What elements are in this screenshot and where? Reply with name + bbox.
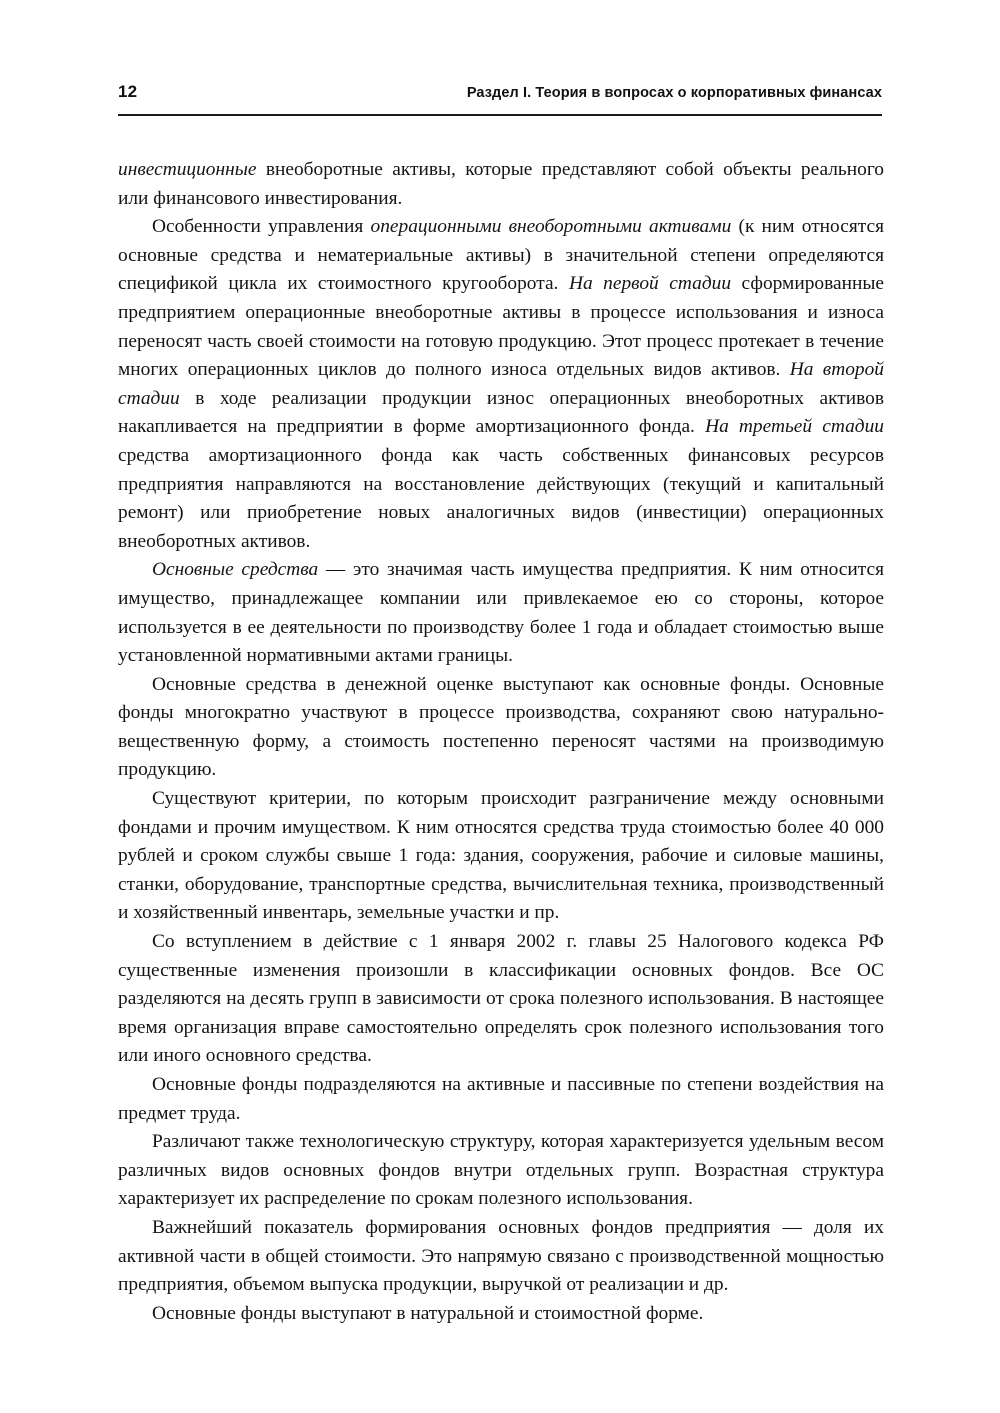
text-run: Существуют критерии, по которым происходит разграничение между основными фондами и прочим имуществом. К ним относятся средства труда стоимостью более 40 000 рублей и сроком службы свыше 1 года: здания, сооружения, рабочие и силовые машины, станки, оборудование, транспортные средства, вычислительная техника, производственный и хозяйственный инвентарь, земельные участки и пр. [118,788,884,924]
page-number: 12 [118,82,138,101]
emphasis-run: На второй стадии [118,359,884,409]
header-divider [118,114,882,116]
running-title: Раздел I. Теория в вопросах о корпоративных финансах [466,85,882,101]
emphasis-run: На третьей стадии [705,416,884,438]
paragraph [118,556,884,670]
text-run: внеоборотные активы, которые представляют собой объекты реального или финансового инвестирования. [118,159,884,209]
body-text [118,156,884,1328]
text-run: Важнейший показатель формирования основных фондов предприятия — доля их активной части в общей стоимости. Это напрямую связано с производственной мощностью предприятия, объемом выпуска продукции, выручкой от реализации и др. [118,1216,884,1296]
paragraph [118,1128,884,1214]
text-run: (к ним относятся основные средства и нематериальные активы) в значительной степени определяются спецификой цикла их стоимостного кругооборота. [118,216,884,295]
paragraph [118,156,884,213]
paragraph [118,1071,884,1128]
text-run: сформированные предприятием операционные внеоборотные активы в процессе использования и износа переносят часть своей стоимости на готовую продукцию. Этот процесс протекает в течение многих операционных циклов до полного износа отдельных видов активов. [118,273,884,381]
emphasis-run: операционными внеоборотными активами [370,216,732,238]
text-run: в ходе реализации продукции износ операционных внеоборотных активов накапливается на предприятии в форме амортизационного фонда. [118,387,884,438]
text-run: Основные фонды выступают в натуральной и стоимостной форме. [152,1302,704,1324]
page-header [118,82,882,102]
paragraph [118,213,884,556]
paragraph [118,928,884,1071]
paragraph [118,785,884,928]
text-run: — это значимая часть имущества предприятия. К ним относится имущество, принадлежащее компании или привлекаемое ею со стороны, которое используется в ее деятельности по производству более 1 года и обладает стоимостью выше установленной нормативными актами границы. [118,559,884,667]
emphasis-run: Основные средства [152,559,319,581]
text-run: Основные фонды подразделяются на активные и пассивные по степени воздействия на предмет труда. [118,1074,884,1124]
paragraph [118,1214,884,1300]
paragraph [118,1300,884,1329]
text-run: Особенности управления [152,216,371,238]
text-run: средства амортизационного фонда как часть собственных финансовых ресурсов предприятия направляются на восстановление действующих (текущий и капитальный ремонт) или приобретение новых аналогичных видов (инвестиции) операционных внеоборотных активов. [118,444,884,552]
emphasis-run: На первой стадии [568,273,732,295]
text-run: Со вступлением в действие с 1 января 2002 г. главы 25 Налогового кодекса РФ существенные изменения произошли в классификации основных фондов. Все ОС разделяются на десять групп в зависимости от срока полезного использования. В настоящее время организация вправе самостоятельно определять срок полезного использования того или иного основного средства. [118,931,884,1067]
emphasis-run: инвестиционные [118,159,257,180]
text-run: Различают также технологическую структуру, которая характеризуется удельным весом различных видов основных фондов внутри отдельных групп. Возрастная структура характеризует их распределение по срокам полезного использования. [118,1131,884,1210]
paragraph [118,671,884,785]
text-run: Основные средства в денежной оценке выступают как основные фонды. Основные фонды многократно участвуют в процессе производства, сохраняют свою натурально-вещественную форму, а стоимость постепенно переносят частями на производимую продукцию. [118,673,884,781]
